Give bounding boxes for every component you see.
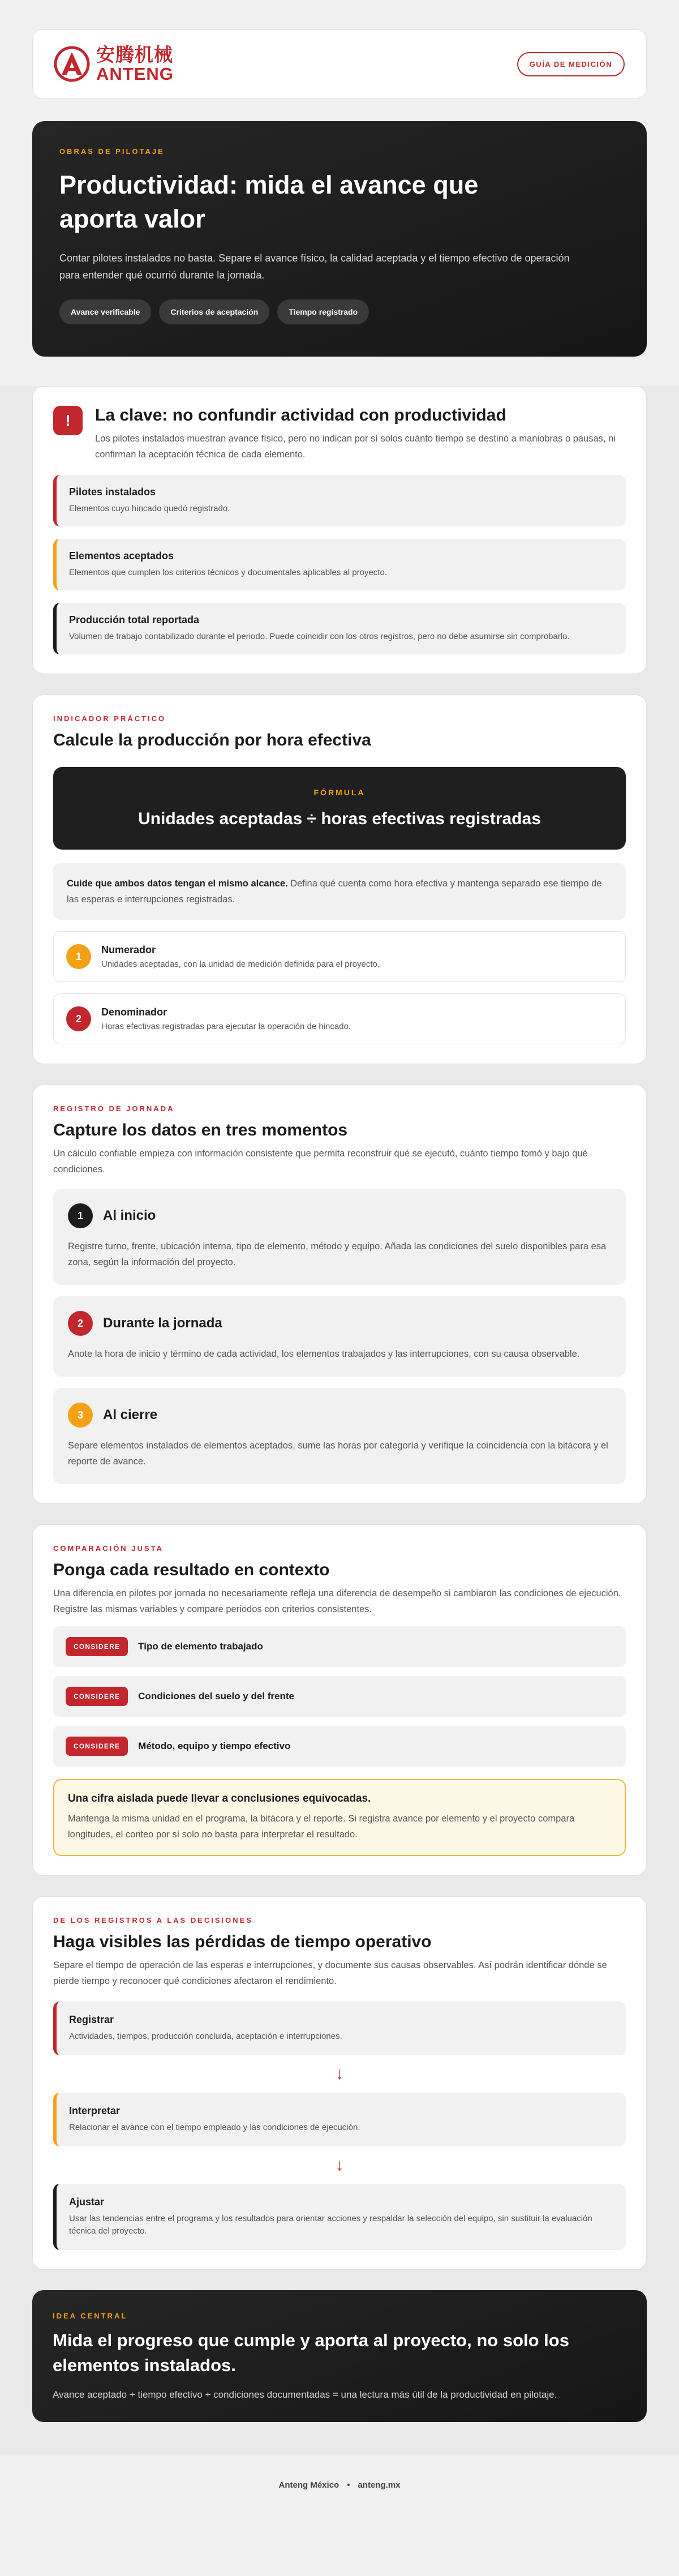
hero-section — [32, 121, 647, 357]
flow-title: Ajustar — [69, 2196, 105, 2208]
site-footer — [0, 2454, 679, 2516]
key-item-desc: Volumen de trabajo contabilizado durante el periodo. Puede coincidir con los otros registros, pero no debe asumirse sin comprobarlo. — [69, 632, 570, 641]
flow-interpret — [53, 2093, 626, 2146]
step-header — [68, 1311, 611, 1336]
compare-card — [32, 1524, 647, 1876]
step-title: Al cierre — [103, 1407, 158, 1422]
warning-title: Una cifra aislada puede llevar a conclusiones equivocadas. — [68, 1793, 371, 1805]
warning-box — [53, 1779, 626, 1856]
chip-tiempo: Tiempo registrado — [277, 299, 369, 324]
footer-brand: Anteng México — [278, 2480, 340, 2490]
chip-criterios: Criterios de aceptación — [159, 299, 269, 324]
logo-english: ANTENG — [96, 64, 174, 84]
key-item-desc: Elementos que cumplen los criterios técnicos y documentales aplicables al proyecto. — [69, 568, 387, 577]
formula-label: FÓRMULA — [313, 788, 366, 797]
arrow-down-icon: ↓ — [335, 2155, 344, 2174]
record-eyebrow: REGISTRO DE JORNADA — [53, 1104, 175, 1113]
flow-title: Registrar — [69, 2014, 114, 2025]
record-text: Un cálculo confiable empieza con información consistente que permita reconstruir qué se ejecutó, cuánto tiempo tomó y bajo qué condiciones. — [53, 1148, 588, 1175]
formula-text: Unidades aceptadas ÷ horas efectivas registradas — [138, 809, 541, 828]
anteng-logo-icon — [53, 45, 91, 83]
step-desc: Separe elementos instalados de elementos aceptados, sume las horas por categoría y verifique la coincidencia con la bitácora y el reporte de avance. — [68, 1441, 608, 1467]
key-item-installed — [53, 475, 626, 526]
arrow-down-icon: ↓ — [335, 2064, 344, 2083]
closing-text: Avance aceptado + tiempo efectivo + condiciones documentadas = una lectura más útil de la productividad en pilotaje. — [53, 2389, 557, 2400]
key-item-accepted — [53, 539, 626, 590]
formula-box — [53, 767, 626, 850]
record-title: Capture los datos en tres momentos — [53, 1121, 348, 1139]
step-start — [53, 1189, 626, 1285]
denominator-desc: Horas efectivas registradas para ejecutar la operación de hincado. — [101, 1022, 351, 1031]
key-title: La clave: no confundir actividad con productividad — [95, 406, 506, 425]
hero-chips — [59, 299, 620, 324]
step-during — [53, 1296, 626, 1377]
step-desc: Anote la hora de inicio y término de cada actividad, los elementos trabajados y las interrupciones, con su causa observable. — [68, 1349, 580, 1359]
indicator-card — [32, 695, 647, 1064]
denominator-row — [53, 993, 626, 1044]
flow-title: Interpretar — [69, 2105, 121, 2116]
cards-wrapper — [32, 386, 647, 2422]
step-title: Al inicio — [103, 1208, 156, 1223]
flow-desc: Relacionar el avance con el tiempo empleado y las condiciones de ejecución. — [69, 2123, 360, 2132]
consider-label: Tipo de elemento trabajado — [138, 1641, 263, 1652]
flow-adjust — [53, 2184, 626, 2250]
numerator-title: Numerador — [101, 944, 156, 955]
decisions-card — [32, 1896, 647, 2270]
denominator-title: Denominador — [101, 1006, 167, 1018]
consider-row — [53, 1626, 626, 1667]
consider-tag: CONSIDERE — [66, 1687, 128, 1706]
indicator-title: Calcule la producción por hora efectiva — [53, 731, 371, 749]
key-card — [32, 386, 647, 674]
site-header — [32, 29, 647, 98]
closing-eyebrow: IDEA CENTRAL — [53, 2312, 128, 2320]
step-header — [68, 1203, 611, 1228]
compare-title: Ponga cada resultado en contexto — [53, 1561, 330, 1579]
key-item-title: Producción total reportada — [69, 614, 200, 625]
record-card — [32, 1085, 647, 1504]
key-item-title: Pilotes instalados — [69, 486, 156, 498]
closing-card — [32, 2290, 647, 2422]
hero-text: Contar pilotes instalados no basta. Separe el avance físico, la calidad aceptada y el tiempo efectivo de operación para entender qué ocurrió durante la jornada. — [59, 252, 570, 281]
flow-desc: Actividades, tiempos, producción concluida, aceptación e interrupciones. — [69, 2031, 342, 2041]
key-item-desc: Elementos cuyo hincado quedó registrado. — [69, 504, 230, 513]
consider-tag: CONSIDERE — [66, 1637, 128, 1656]
step-desc: Registre turno, frente, ubicación interna, tipo de elemento, método y equipo. Añada las condiciones del suelo disponibles para esa zona, según la información del proyecto. — [68, 1241, 607, 1267]
key-header — [53, 406, 626, 462]
step-title: Durante la jornada — [103, 1315, 222, 1331]
compare-text: Una diferencia en pilotes por jornada no necesariamente refleja una diferencia de desempeño si cambiaron las condiciones de ejecución. Registre las mismas variables y compare periodos con criterios consistentes. — [53, 1588, 621, 1614]
numerator-row — [53, 931, 626, 982]
logo-chinese: 安腾机械 — [96, 44, 173, 66]
decisions-eyebrow: DE LOS REGISTROS A LAS DECISIONES — [53, 1916, 253, 1925]
compare-eyebrow: COMPARACIÓN JUSTA — [53, 1544, 164, 1553]
decisions-text: Separe el tiempo de operación de las esperas e interrupciones, y documente sus causas observables. Así podrán identificar dónde se pierde tiempo y reconocer qué condiciones afectaron el rendimiento. — [53, 1960, 607, 1986]
indicator-note — [53, 863, 626, 920]
warning-text: Mantenga la misma unidad en el programa, la bitácora y el reporte. Si registra avance por elemento y el proyecto compara longitudes, el conteo por sí solo no basta para interpretar el resultado. — [68, 1814, 575, 1840]
alert-icon: ! — [53, 406, 83, 435]
key-text: Los pilotes instalados muestran avance físico, pero no indican por sí solos cuánto tiempo se destinó a maniobras o pausas, ni confirman la aceptación técnica de cada elemento. — [95, 434, 616, 460]
flow-register — [53, 2001, 626, 2055]
consider-label: Método, equipo y tiempo efectivo — [138, 1741, 291, 1751]
logo-text — [96, 45, 174, 83]
step-badge: 3 — [68, 1403, 93, 1428]
chip-avance: Avance verificable — [59, 299, 151, 324]
numerator-badge: 1 — [66, 944, 91, 969]
key-item-total — [53, 603, 626, 654]
footer-site-link[interactable]: anteng.mx — [358, 2480, 401, 2490]
denominator-badge: 2 — [66, 1006, 91, 1031]
consider-tag: CONSIDERE — [66, 1737, 128, 1756]
step-badge: 1 — [68, 1203, 93, 1228]
content-band — [0, 386, 679, 2516]
consider-row — [53, 1676, 626, 1717]
content-wrapper — [32, 29, 647, 357]
anteng-logo[interactable] — [53, 45, 174, 83]
closing-title: Mida el progreso que cumple y aporta al proyecto, no solo los elementos instalados. — [53, 2330, 569, 2375]
numerator-desc: Unidades aceptadas, con la unidad de medición definida para el proyecto. — [101, 959, 380, 969]
note-text: Defina qué cuenta como hora efectiva y mantenga separado ese tiempo de las esperas e interrupciones registradas. — [67, 878, 602, 905]
indicator-eyebrow: INDICADOR PRÁCTICO — [53, 714, 166, 723]
consider-label: Condiciones del suelo y del frente — [138, 1691, 294, 1701]
footer-separator: • — [347, 2480, 350, 2490]
hero-title: Productividad: mida el avance que aporta valor — [59, 170, 479, 233]
note-bold: Cuide que ambos datos tengan el mismo alcance. — [67, 878, 288, 889]
guide-button[interactable]: GUÍA DE MEDICIÓN — [517, 52, 625, 76]
hero-eyebrow: OBRAS DE PILOTAJE — [59, 147, 165, 156]
flow-desc: Usar las tendencias entre el programa y los resultados para orientar acciones y respaldar la selección del equipo, sin sustituir la evaluación técnica del proyecto. — [69, 2214, 592, 2236]
step-close — [53, 1388, 626, 1484]
key-item-title: Elementos aceptados — [69, 550, 174, 562]
step-header — [68, 1403, 611, 1428]
consider-row — [53, 1726, 626, 1767]
decisions-title: Haga visibles las pérdidas de tiempo operativo — [53, 1932, 432, 1951]
step-badge: 2 — [68, 1311, 93, 1336]
